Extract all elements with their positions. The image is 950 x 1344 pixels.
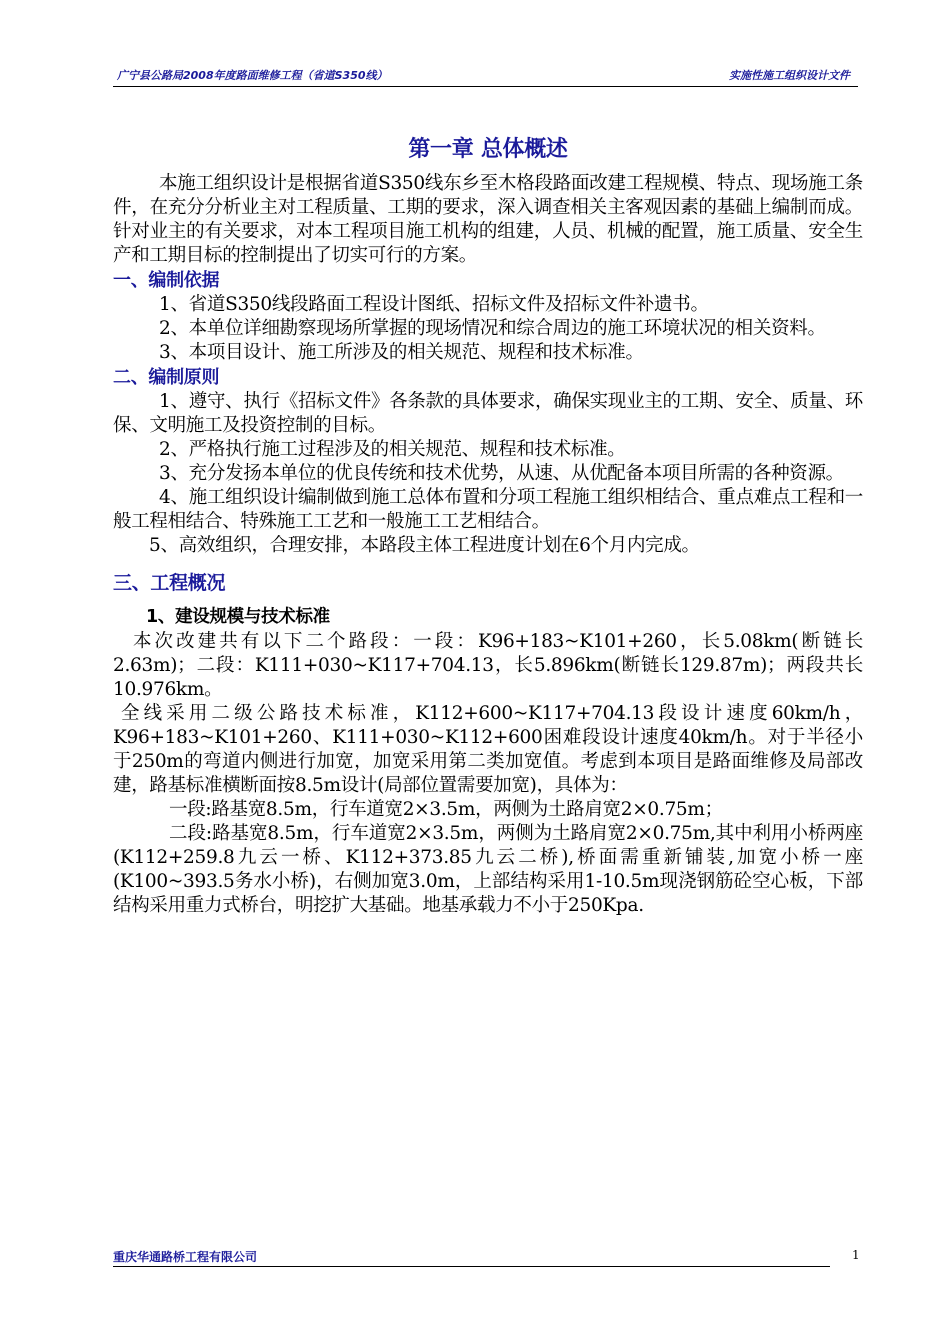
- overview-paragraph: 二段:路基宽8.5m，行车道宽2×3.5m，两侧为土路肩宽2×0.75m,其中利用小桥两座(K112+259.8九云一桥、K112+373.85九云二桥),桥面需重新铺装,加宽小桥一座(K100~393.5务水小桥)，右侧加宽3.0m，上部结构采用1-10.5m现浇钢筋砼空心板，下部结构采用重力式桥台，明挖扩大基础。地基承载力不小于250Kpa.: [113, 823, 863, 916]
- basis-item: 1、省道S350线段路面工程设计图纸、招标文件及招标文件补遗书。: [159, 294, 709, 315]
- overview-paragraph: 全线采用二级公路技术标准，K112+600~K117+704.13段设计速度60km/h，K96+183~K101+260、K111+030~K112+600困难段设计速度40km/h。对于半径小于250m的弯道内侧进行加宽，加宽采用第二类加宽值。考虑到本项目是路面维修及局部改建，路基标准横断面按8.5m设计(局部位置需要加宽)，具体为：: [113, 703, 863, 796]
- principle-item: 2、严格执行施工过程涉及的相关规范、规程和技术标准。: [159, 439, 626, 460]
- overview-paragraph: 一段:路基宽8.5m，行车道宽2×3.5m，两侧为土路肩宽2×0.75m；: [169, 799, 723, 820]
- page-number: 1: [852, 1248, 860, 1262]
- basis-item: 2、本单位详细勘察现场所掌握的现场情况和综合周边的施工环境状况的相关资料。: [159, 318, 826, 339]
- principle-item: 5、高效组织，合理安排，本路段主体工程进度计划在6个月内完成。: [149, 535, 700, 556]
- intro-paragraph: 本施工组织设计是根据省道S350线东乡至木格段路面改建工程规模、特点、现场施工条件，在充分分析业主对工程质量、工期的要求，深入调查相关主客观因素的基础上编制而成。针对业主的有关要求，对本工程项目施工机构的组建，人员、机械的配置，施工质量、安全生产和工期目标的控制提出了切实可行的方案。: [113, 173, 863, 266]
- document-body: [113, 130, 863, 918]
- header-document-type: 实施性施工组织设计文件: [729, 69, 850, 82]
- principle-item: 4、施工组织设计编制做到施工总体布置和分项工程施工组织相结合、重点难点工程和一般工程相结合、特殊施工工艺和一般施工工艺相结合。: [113, 487, 863, 532]
- section-heading-basis: 一、编制依据: [113, 270, 220, 291]
- page-header: [113, 64, 858, 87]
- section-heading-principles: 二、编制原则: [113, 367, 220, 388]
- basis-item: 3、本项目设计、施工所涉及的相关规范、规程和技术标准。: [159, 342, 644, 363]
- footer-company-name: 重庆华通路桥工程有限公司: [113, 1250, 258, 1264]
- principle-item: 3、充分发扬本单位的优良传统和技术优势，从速、从优配备本项目所需的各种资源。: [159, 463, 844, 484]
- chapter-title: 第一章 总体概述: [408, 137, 568, 162]
- page-footer: [113, 1248, 830, 1267]
- header-project-title: 广宁县公路局2008年度路面维修工程（省道S350线）: [117, 69, 388, 82]
- subsection-heading-scale: 1、建设规模与技术标准: [146, 607, 330, 627]
- section-heading-overview: 三、工程概况: [113, 572, 226, 594]
- principle-item: 1、遵守、执行《招标文件》各条款的具体要求，确保实现业主的工期、安全、质量、环保、文明施工及投资控制的目标。: [113, 391, 863, 436]
- overview-paragraph: 本次改建共有以下二个路段：一段：K96+183~K101+260，长5.08km(断链长2.63m)；二段：K111+030~K117+704.13，长5.896km(断链长129.87m)；两段共长10.976km。: [113, 631, 863, 700]
